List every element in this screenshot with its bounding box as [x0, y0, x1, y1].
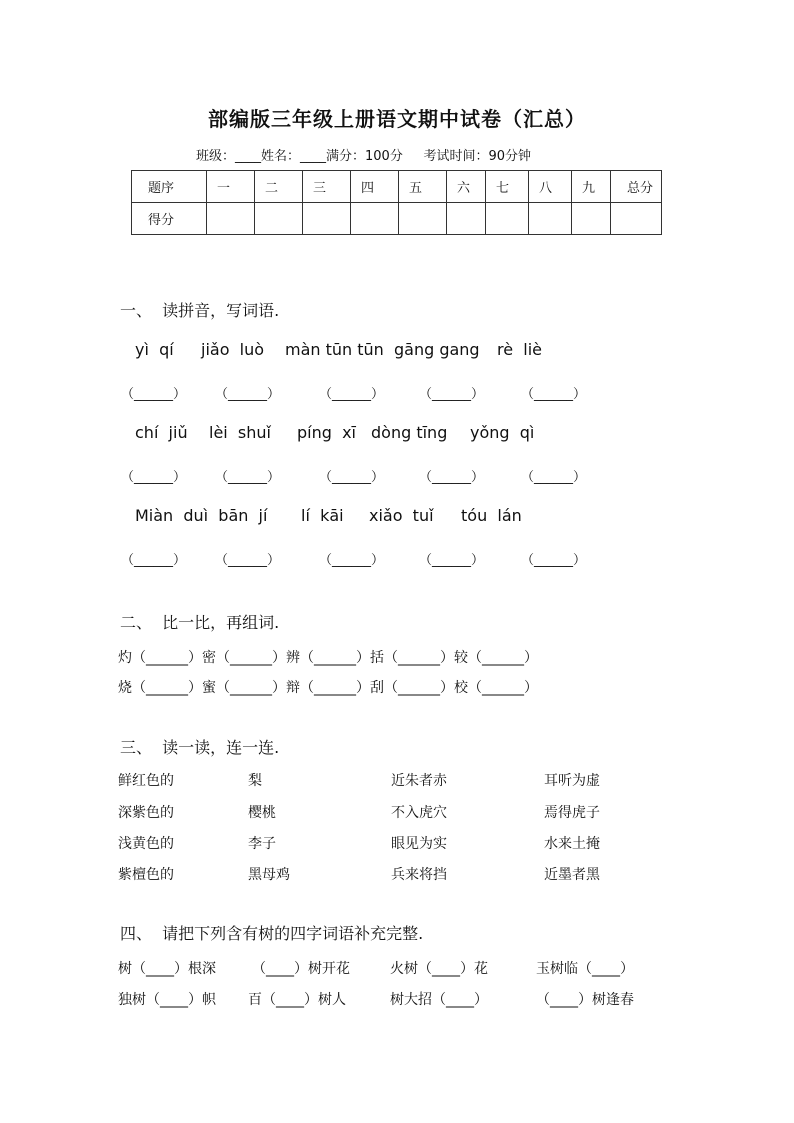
match-item[interactable]: 焉得虎子	[544, 805, 600, 821]
match-item[interactable]: 耳听为虚	[544, 773, 600, 789]
idiom-row	[118, 958, 678, 978]
answer-blank[interactable]: （______）	[419, 387, 485, 402]
answer-blank[interactable]: （______）	[521, 470, 587, 485]
pinyin-word: chí jiǔ	[135, 423, 188, 442]
score-input-cell[interactable]	[207, 203, 255, 235]
match-item[interactable]: 梨	[248, 773, 262, 789]
answer-blank[interactable]: （______）	[419, 470, 485, 485]
match-item[interactable]: 鲜红色的	[118, 773, 174, 789]
match-item[interactable]: 兵来将挡	[391, 867, 447, 883]
match-row	[118, 802, 678, 822]
answer-blank[interactable]: （______）	[215, 470, 281, 485]
pinyin-word: dòng tīng	[371, 423, 448, 442]
answer-blank[interactable]: （______）	[215, 553, 281, 568]
exam-info-line: 班级：____姓名：____满分：100分 考试时间：90分钟	[196, 149, 532, 164]
match-item[interactable]: 不入虎穴	[391, 805, 447, 821]
pinyin-row	[121, 423, 681, 445]
match-item[interactable]: 深紫色的	[118, 805, 174, 821]
score-header-cell: 三	[303, 171, 351, 203]
match-row	[118, 833, 678, 853]
section1-heading: 一、 读拼音，写词语.	[120, 301, 280, 320]
pinyin-row	[121, 506, 681, 528]
score-header-cell: 二	[255, 171, 303, 203]
answer-blank[interactable]: （______）	[521, 387, 587, 402]
score-input-cell[interactable]	[399, 203, 447, 235]
idiom-blank-item[interactable]: （____）树逢春	[536, 992, 634, 1008]
score-header-cell: 九	[572, 171, 611, 203]
section2-heading: 二、 比一比，再组词.	[120, 613, 280, 632]
idiom-row	[118, 989, 678, 1009]
section4-heading: 四、 请把下列含有树的四字词语补充完整.	[120, 924, 424, 943]
pinyin-word: lí kāi	[301, 506, 344, 525]
score-input-cell[interactable]	[486, 203, 529, 235]
score-input-cell[interactable]	[572, 203, 611, 235]
idiom-blank-item[interactable]: 玉树临（____）	[536, 961, 634, 977]
match-item[interactable]: 李子	[248, 836, 276, 852]
answer-blank[interactable]: （______）	[319, 470, 385, 485]
idiom-blank-item[interactable]: 独树（____）帜	[118, 992, 216, 1008]
idiom-blank-item[interactable]: 树大招（____）	[390, 992, 488, 1008]
score-header-cell: 八	[529, 171, 572, 203]
pinyin-row	[121, 340, 681, 362]
score-header-cell: 四	[351, 171, 399, 203]
match-item[interactable]: 紫檀色的	[118, 867, 174, 883]
section3-heading: 三、 读一读，连一连.	[120, 738, 280, 757]
idiom-blank-item[interactable]: （____）树开花	[252, 961, 350, 977]
score-header-cell: 总分	[611, 171, 662, 203]
idiom-blank-item[interactable]: 百（____）树人	[248, 992, 346, 1008]
score-input-cell[interactable]	[529, 203, 572, 235]
page-title: 部编版三年级上册语文期中试卷（汇总）	[208, 107, 586, 131]
score-input-cell[interactable]	[611, 203, 662, 235]
score-table-score-row	[132, 203, 662, 235]
pinyin-word: jiǎo luò	[201, 340, 265, 359]
answer-blank[interactable]: （______）	[121, 470, 187, 485]
match-item[interactable]: 浅黄色的	[118, 836, 174, 852]
pinyin-word: xiǎo tuǐ	[369, 506, 434, 525]
answer-blank[interactable]: （______）	[521, 553, 587, 568]
score-header-cell: 五	[399, 171, 447, 203]
match-item[interactable]: 近墨者黑	[544, 867, 600, 883]
match-item[interactable]: 樱桃	[248, 805, 276, 821]
answer-blank[interactable]: （______）	[419, 553, 485, 568]
score-input-cell[interactable]	[351, 203, 399, 235]
pinyin-word: tóu lán	[461, 506, 522, 525]
compare-row[interactable]: 烧（______）蜜（______）辩（______）刮（______）校（______）	[118, 680, 538, 696]
score-table	[131, 170, 662, 235]
pinyin-word: màn tūn tūn gāng gang	[285, 340, 480, 359]
score-header-cell: 题序	[132, 171, 207, 203]
match-item[interactable]: 黑母鸡	[248, 867, 290, 883]
score-input-cell[interactable]	[255, 203, 303, 235]
match-item[interactable]: 眼见为实	[391, 836, 447, 852]
idiom-blank-item[interactable]: 树（____）根深	[118, 961, 216, 977]
pinyin-word: rè liè	[497, 340, 542, 359]
score-table-header-row	[132, 171, 662, 203]
answer-blank[interactable]: （______）	[121, 553, 187, 568]
answer-blank[interactable]: （______）	[215, 387, 281, 402]
score-header-cell: 七	[486, 171, 529, 203]
match-item[interactable]: 近朱者赤	[391, 773, 447, 789]
pinyin-word: lèi shuǐ	[209, 423, 271, 442]
compare-row[interactable]: 灼（______）密（______）辨（______）括（______）较（______）	[118, 650, 538, 666]
score-input-cell[interactable]	[303, 203, 351, 235]
pinyin-word: Miàn duì bān jí	[135, 506, 268, 525]
match-row	[118, 770, 678, 790]
answer-blank[interactable]: （______）	[319, 387, 385, 402]
match-row	[118, 864, 678, 884]
pinyin-word: yǒng qì	[470, 423, 535, 442]
score-input-cell[interactable]	[447, 203, 486, 235]
answer-blank[interactable]: （______）	[121, 387, 187, 402]
answer-blank[interactable]: （______）	[319, 553, 385, 568]
match-item[interactable]: 水来土掩	[544, 836, 600, 852]
pinyin-word: píng xī	[297, 423, 356, 442]
score-row-label: 得分	[132, 203, 207, 235]
pinyin-word: yì qí	[135, 340, 174, 359]
idiom-blank-item[interactable]: 火树（____）花	[390, 961, 488, 977]
score-header-cell: 一	[207, 171, 255, 203]
score-header-cell: 六	[447, 171, 486, 203]
